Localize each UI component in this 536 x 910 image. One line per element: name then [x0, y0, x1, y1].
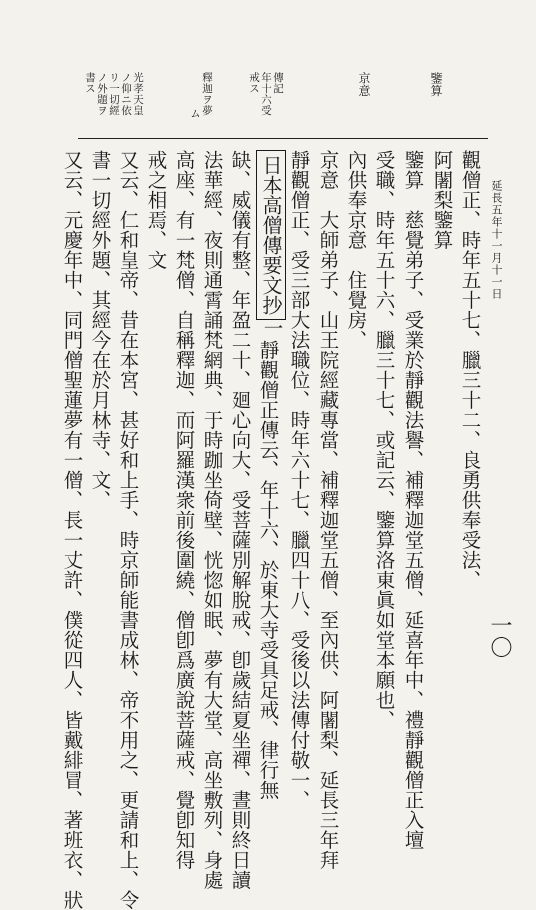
text-column-1: 觀僧正、時年五十七、臘三十二、良勇供奉受法、: [458, 150, 482, 590]
text-column-2: 阿闍梨鑒算: [430, 150, 454, 250]
margin-note-3-line-3: 戒ス: [248, 72, 260, 94]
margin-note-3-line-2: 年十六受: [260, 72, 272, 116]
page-number: 一〇: [487, 614, 512, 658]
text-column-15: 又云、元慶年中、同門僧聖蓮夢有一僧、長一丈許、僕從四人、皆戴緋冒、著班衣、狀: [60, 150, 84, 910]
margin-note-4-line-1: 釋迦ヲ夢: [201, 72, 213, 116]
margin-note-4: [187, 72, 213, 132]
margin-note-4-line-2: ム: [189, 108, 201, 119]
header-date: 延長五年十一月十一日: [490, 180, 503, 300]
margin-note-3-line-1: 傳記: [272, 72, 284, 94]
margin-note-3: [248, 72, 284, 132]
margin-note-1: 鑒算: [429, 72, 443, 97]
margin-note-5-line-2: ノ仰ニ依: [120, 72, 132, 116]
text-column-11: 高座、有一梵僧、自稱釋迦、而阿羅漢衆前後圍繞、僧卽爲廣說菩薩戒、覺卽知得: [172, 150, 196, 870]
margin-note-5: [80, 72, 144, 132]
text-column-9: 缺、威儀有整、年盈二十、廻心向大、受菩薩別解脫戒、卽歲結夏坐禪、晝則終日讀: [228, 150, 252, 890]
text-column-12: 戒之相焉、文: [144, 150, 168, 270]
margin-note-5-line-4: ノ外題ヲ: [96, 72, 108, 116]
text-column-10: 法華經、夜則通霄誦梵網典、于時跏坐倚壁、恍惚如眠、夢有大堂、高坐敷列、身處: [200, 150, 224, 890]
margin-note-5-line-3: リ一切經: [108, 72, 120, 116]
text-column-7: 靜觀僧正、受三部大法職位、時年六十七、臘四十八、受後以法傳付敬一、: [287, 150, 311, 810]
text-column-3: 鑒算 慈覺弟子、受業於靜觀法譽、補釋迦堂五僧、延喜年中、禮靜觀僧正入壇: [401, 150, 425, 850]
header-rule: [78, 138, 488, 139]
text-column-6: 京意 大師弟子、山王院經藏專當、補釋迦堂五僧、至內供、阿闍梨、延長三年拜: [316, 150, 340, 870]
margin-note-5-line-5: 書ス: [84, 72, 96, 94]
margin-note-2: 京意: [357, 72, 371, 97]
text-column-8: 靜觀僧正傳云、年十六、於東大寺受具足戒、律行無: [256, 340, 280, 800]
text-column-4: 受職、時年五十六、臘三十七、或記云、鑒算洛東眞如堂本願也、: [372, 150, 396, 730]
text-column-13: 又云、仁和皇帝、昔在本宮、甚好和上手、時京師能書成林、帝不用之、更請和上、令: [116, 150, 140, 910]
section-title-box: 日本高僧傳要文抄: [256, 150, 286, 320]
margin-note-5-line-1: 光孝天皇: [132, 72, 144, 116]
section-title-suffix: 一: [260, 318, 284, 338]
text-column-5: 內供奉京意 住覺房、: [344, 150, 368, 350]
text-column-14: 書一切經外題、其經今在於月林寺、文、: [88, 150, 112, 510]
